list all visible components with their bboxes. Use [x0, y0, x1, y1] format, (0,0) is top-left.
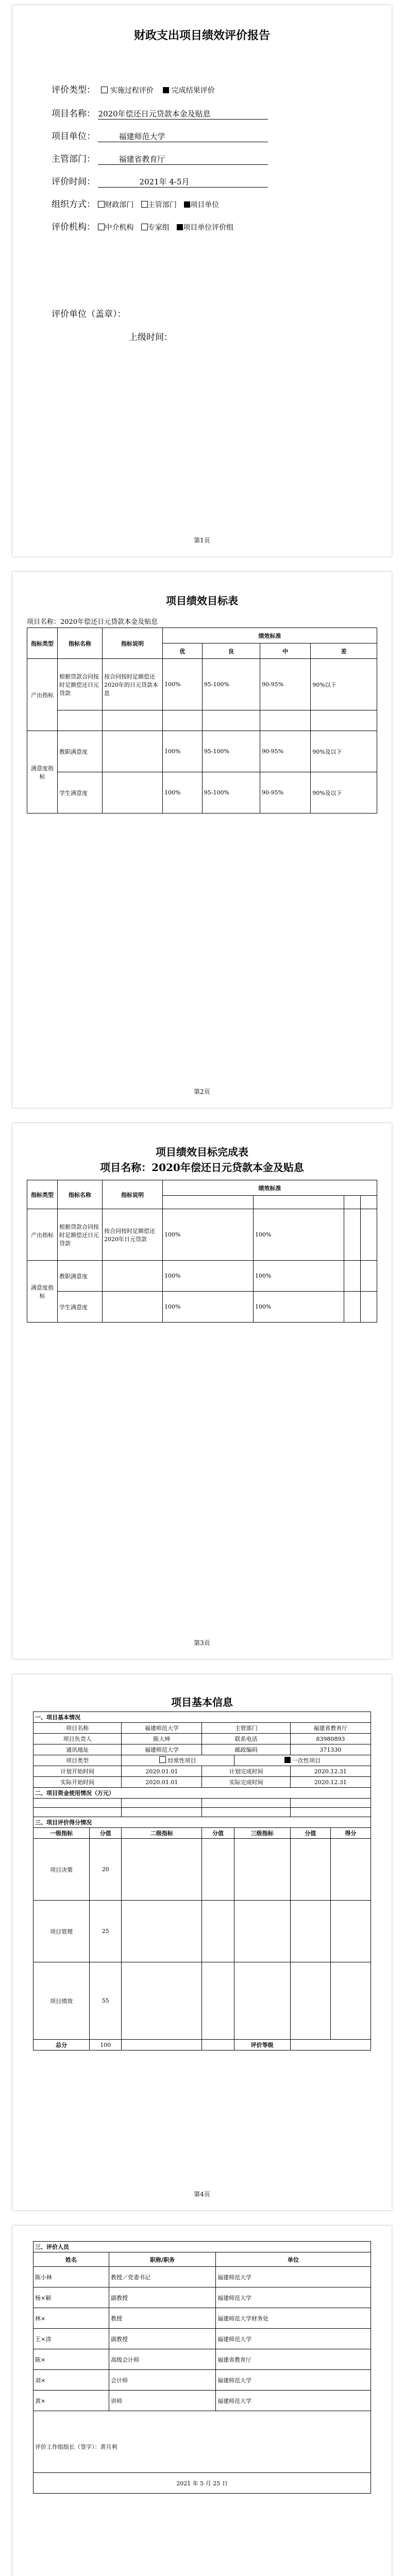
cell: 福建师范大学	[216, 2370, 371, 2391]
option-process: 实施过程评价	[110, 87, 154, 95]
cell: 项目管理	[33, 1901, 90, 1962]
cell: 福建师范大学	[216, 2391, 371, 2411]
page-cover	[12, 5, 392, 556]
evaluation-type-label: 评价类型：	[52, 85, 95, 95]
project-unit-value: 福建师范大学	[98, 131, 268, 142]
cell: 83980893	[290, 1734, 371, 1744]
option-result: 完成结果评价	[171, 87, 215, 95]
page-goal-completion	[12, 1123, 392, 1659]
table-row	[33, 1839, 371, 1901]
checkbox-icon[interactable]	[141, 201, 148, 208]
cell: 100%	[163, 1292, 254, 1323]
checkbox-checked-icon[interactable]	[184, 201, 190, 208]
checkbox-checked-icon[interactable]	[177, 224, 183, 230]
cell: 根据贷款合同按时足额偿还日元贷款	[58, 659, 103, 710]
checkbox-icon[interactable]	[141, 224, 148, 230]
table-row	[27, 1209, 377, 1261]
checkbox-checked-icon[interactable]	[284, 1757, 291, 1763]
th-name: 姓名	[33, 2252, 109, 2267]
cell: 100%	[253, 1209, 344, 1261]
project-name-label: 项目名称：	[52, 109, 95, 119]
option-intermediary: 中介机构	[105, 224, 134, 232]
cell: 黄×	[33, 2391, 109, 2411]
completion-table	[27, 1180, 377, 1323]
page-number: 第1页	[194, 537, 210, 544]
agency-row	[52, 219, 233, 232]
th-type: 指标类型	[27, 628, 58, 659]
th-good: 良	[202, 643, 260, 659]
cell: 福建师范大学	[216, 2329, 371, 2349]
checkbox-checked-icon[interactable]	[163, 87, 169, 93]
cell: 计划完成时间	[202, 1766, 290, 1777]
checkbox-icon[interactable]	[159, 1756, 166, 1763]
eval-time-label: 评价时间：	[52, 177, 95, 187]
total-score: 100	[90, 2040, 122, 2050]
project-name-row	[52, 106, 268, 120]
cell: 95-100%	[202, 731, 260, 772]
type-regular: 经常性项目	[167, 1757, 196, 1764]
th-score: 分值	[202, 1828, 234, 1839]
supervisor-label: 主管部门：	[52, 154, 95, 164]
table-row	[33, 2349, 371, 2370]
cell: 25	[90, 1901, 122, 1962]
cell: 主管部门	[202, 1723, 290, 1734]
table-row	[33, 1962, 371, 2040]
th-desc: 指标说明	[103, 1180, 163, 1209]
th-excellent: 优	[163, 643, 203, 659]
signature-line: 评价工作组组长（签字）：黄月利	[35, 2444, 117, 2450]
page-goal-table	[12, 572, 392, 1108]
page-evaluators	[12, 2226, 392, 2576]
cell: 90%以下	[311, 659, 377, 710]
th-title: 职称/职务	[109, 2252, 216, 2267]
table-row	[27, 731, 377, 772]
th-level3: 三级指标	[234, 1828, 290, 1839]
agency-label: 评价机构：	[52, 222, 95, 232]
completion-title: 项目绩效目标完成表	[156, 1146, 248, 1158]
th-name: 指标名称	[58, 1180, 103, 1209]
cell: 371330	[290, 1744, 371, 1755]
cell: 100%	[163, 731, 203, 772]
cell: 陈×	[33, 2349, 109, 2370]
cell: 20	[90, 1839, 122, 1901]
supervisor-row	[52, 151, 268, 165]
sign-label: 评价单位（盖章）：	[52, 309, 126, 319]
option-unit-group: 项目单位评价组	[183, 224, 234, 232]
cell: 55	[90, 1962, 122, 2040]
cell: 100%	[163, 659, 203, 710]
cell: 产出指标	[27, 1209, 58, 1261]
cell: 学生满意度	[58, 1292, 103, 1323]
cell: 100%	[253, 1261, 344, 1292]
cell: 实际开始时间	[33, 1777, 122, 1788]
cell: 95-100%	[202, 772, 260, 814]
cell: 90%及以下	[311, 731, 377, 772]
cell: 90%及以下	[311, 772, 377, 814]
th-type: 指标类型	[27, 1180, 58, 1209]
level-label: 评价等级	[234, 2040, 290, 2050]
th-desc: 指标说明	[103, 628, 163, 659]
page-basic-info	[12, 1674, 392, 2210]
table-row	[27, 1292, 377, 1323]
cell: 项目决策	[33, 1839, 90, 1901]
cell: 福建师范大学财务处	[216, 2308, 371, 2329]
cell: 2020.01.01	[122, 1777, 202, 1788]
cell: 根据贷款合同按时足额偿还日元贷款	[58, 1209, 103, 1261]
cover-title: 财政支出项目绩效评价报告	[133, 29, 270, 42]
cell: 满意度指标	[27, 731, 58, 814]
table-row	[27, 1261, 377, 1292]
cell: 实际完成时间	[202, 1777, 290, 1788]
cell: 福建师范大学	[122, 1723, 202, 1734]
option-supervisor: 主管部门	[147, 201, 177, 209]
cell: 按合同按时足额偿还2020年日元贷款	[103, 1209, 163, 1261]
project-type-option	[234, 1755, 371, 1766]
checkbox-icon[interactable]	[101, 87, 108, 93]
page-number: 第4页	[194, 2191, 210, 2198]
th-score: 分值	[90, 1828, 122, 1839]
completion-subtitle: 项目名称：2020年偿还日元贷款本金及贴息	[100, 1161, 304, 1174]
total-label: 总分	[33, 2040, 90, 2050]
th-level1: 一级指标	[33, 1828, 90, 1839]
th-fair: 中	[260, 643, 311, 659]
eval-time-value: 2021年 4-5月	[98, 176, 268, 188]
th-unit: 单位	[216, 2252, 371, 2267]
table-row	[33, 2287, 371, 2308]
table-row	[33, 2329, 371, 2349]
cell: 副教授	[109, 2329, 216, 2349]
cell: 满意度指标	[27, 1261, 58, 1323]
table-row	[33, 1901, 371, 1962]
project-name-value: 2020年偿还日元贷款本金及贴息	[98, 108, 268, 120]
cell: 邮政编码	[202, 1744, 290, 1755]
th-got: 得分	[330, 1828, 371, 1839]
table-row	[33, 2308, 371, 2329]
project-type-option	[122, 1755, 234, 1766]
project-unit-label: 项目单位：	[52, 131, 95, 142]
cell: 杨×颖	[33, 2287, 109, 2308]
cell: 90-95%	[260, 772, 311, 814]
section-heading: 二、项目资金使用情况（万元）	[33, 1788, 371, 1799]
goal-table-title: 项目绩效目标表	[166, 595, 238, 607]
cell: 陈大坤	[122, 1734, 202, 1744]
cell: 教职满意度	[58, 1261, 103, 1292]
evaluation-type-row	[52, 82, 215, 95]
cell: 陈小林	[33, 2267, 109, 2287]
section-heading: 一、项目基本情况	[33, 1712, 371, 1723]
table-row	[27, 659, 377, 710]
cell: 福建师范大学	[216, 2287, 371, 2308]
supervisor-value: 福建省教育厅	[98, 154, 268, 165]
cell: 计划开始时间	[33, 1766, 122, 1777]
cell: 教职满意度	[58, 731, 103, 772]
cell: 95-100%	[202, 659, 260, 710]
type-onetime: 一次性项目	[292, 1757, 321, 1764]
th-standard: 绩效标准	[163, 1180, 377, 1196]
cell: 100%	[163, 1261, 254, 1292]
cell: 联系电话	[202, 1734, 290, 1744]
cell: 100%	[163, 1209, 254, 1261]
th-level2: 二级指标	[122, 1828, 202, 1839]
option-unit: 项目单位	[190, 201, 220, 209]
table-row	[27, 710, 377, 731]
th-score: 分值	[290, 1828, 330, 1839]
cell: 福建省教育厅	[290, 1723, 371, 1734]
cell: 讲师	[109, 2391, 216, 2411]
option-experts: 专家组	[147, 224, 170, 232]
page-number: 第2页	[194, 1088, 210, 1095]
cell	[103, 772, 163, 814]
goal-table	[27, 628, 377, 814]
basic-info-title: 项目基本信息	[171, 1696, 233, 1708]
option-finance: 财政部门	[105, 201, 134, 209]
cell: 2020.12.31	[290, 1777, 371, 1788]
cell: 福建师范大学	[216, 2267, 371, 2287]
cell: 2020.12.31	[290, 1766, 371, 1777]
org-method-label: 组织方式：	[52, 199, 95, 210]
goal-table-subtitle: 项目名称：2020年偿还日元贷款本金及贴息	[27, 618, 158, 626]
cell: 90-95%	[260, 731, 311, 772]
cell: 王×清	[33, 2329, 109, 2349]
cell: 福建师范大学	[122, 1744, 202, 1755]
cell: 100%	[253, 1292, 344, 1323]
cell: 副教授	[109, 2287, 216, 2308]
cell: 2020.01.01	[122, 1766, 202, 1777]
basic-info-table	[33, 1711, 371, 2050]
table-row	[33, 2370, 371, 2391]
sign-date: 2021 年 5 月 25 日	[33, 2473, 371, 2494]
table-row	[27, 772, 377, 814]
th-standard: 绩效标准	[163, 628, 377, 643]
cell: 产出指标	[27, 659, 58, 731]
org-method-row	[52, 197, 219, 210]
th-name: 指标名称	[58, 628, 103, 659]
cell: 项目类型	[33, 1755, 122, 1766]
cell: 福建省教育厅	[216, 2349, 371, 2370]
section-heading: 三、项目评价得分情况	[33, 1817, 371, 1828]
cell: 按合同按时足额偿还2020年的日元贷款本息	[103, 659, 163, 710]
cell: 刘×	[33, 2370, 109, 2391]
cell: 项目名称	[33, 1723, 122, 1734]
cell: 会计师	[109, 2370, 216, 2391]
page-number: 第3页	[194, 1639, 210, 1647]
cell: 项目绩效	[33, 1962, 90, 2040]
cell: 高级会计师	[109, 2349, 216, 2370]
project-unit-row	[52, 129, 268, 142]
th-poor: 差	[311, 643, 377, 659]
eval-time-row	[52, 174, 268, 188]
cell: 教授／党委书记	[109, 2267, 216, 2287]
checkbox-icon[interactable]	[98, 224, 105, 230]
checkbox-icon[interactable]	[98, 201, 105, 208]
cell: 教授	[109, 2308, 216, 2329]
cell: 项目负责人	[33, 1734, 122, 1744]
person-label: 上级时间：	[129, 332, 173, 343]
section-heading: 三、评价人员	[33, 2242, 371, 2252]
cell: 90-95%	[260, 659, 311, 710]
cell: 林×	[33, 2308, 109, 2329]
cell	[103, 731, 163, 772]
table-row	[33, 2391, 371, 2411]
cell: 学生满意度	[58, 772, 103, 814]
cell: 100%	[163, 772, 203, 814]
table-row	[33, 2267, 371, 2287]
cell: 通讯地址	[33, 1744, 122, 1755]
evaluators-table	[33, 2241, 371, 2494]
